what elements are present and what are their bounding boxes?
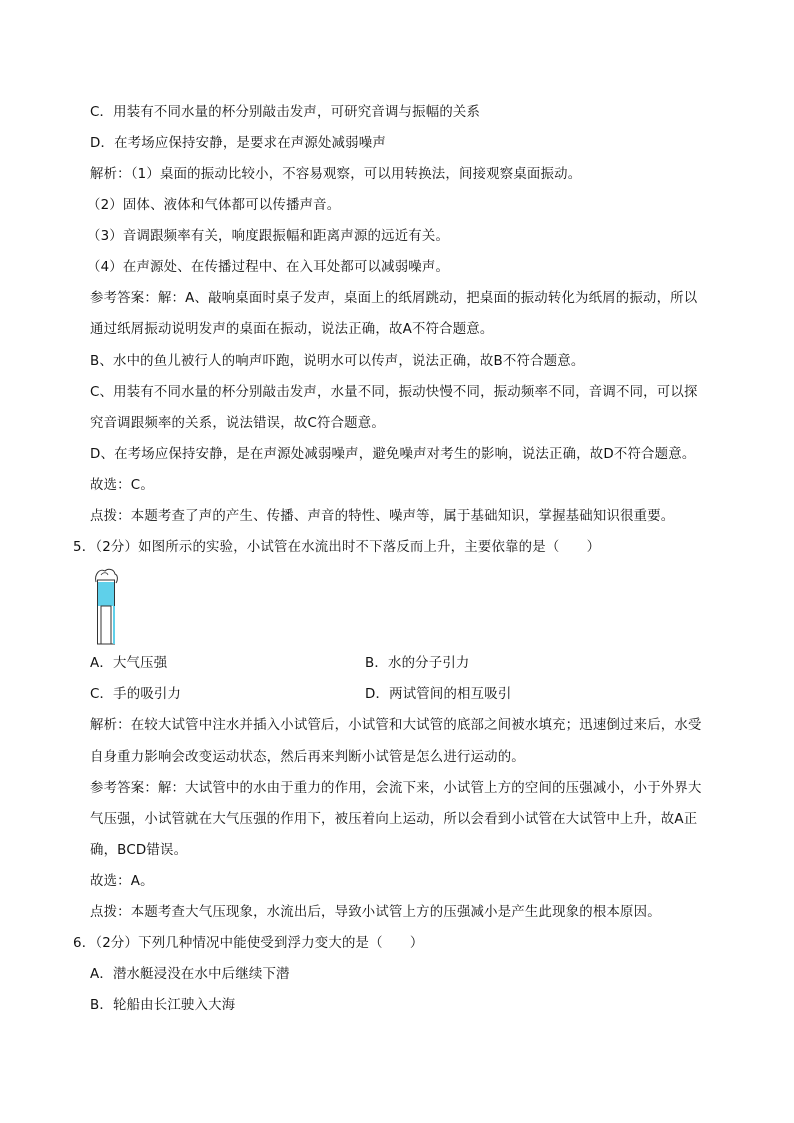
final-choice: 故选：A。 [90, 874, 154, 889]
question-6-stem: 6．（2分）下列几种情况中能使受到浮力变大的是（ ） [73, 936, 424, 951]
water-fill [98, 582, 114, 606]
answer-text: B、水中的鱼儿被行人的响声吓跑，说明水可以传声，说法正确，故B不符合题意。 [90, 354, 585, 369]
question-5-stem: 5．（2分）如图所示的实验，小试管在水流出时不下落反而上升，主要依靠的是（ ） [73, 540, 601, 555]
option-c: C．用装有不同水量的杯分别敲击发声，可研究音调与振幅的关系 [90, 105, 481, 120]
answer-text: 究音调跟频率的关系，说法错误，故C符合题意。 [90, 416, 385, 431]
answer-text: 确，BCD错误。 [90, 843, 188, 858]
answer-text: 参考答案：解：A、敲响桌面时桌子发声，桌面上的纸屑跳动，把桌面的振动转化为纸屑的振动，所以 [90, 291, 698, 306]
question-5-option-c: C．手的吸引力 [90, 687, 182, 702]
analysis-text: 解析：在较大试管中注水并插入小试管后，小试管和大试管的底部之间被水填充；迅速倒过来后，水受 [90, 718, 702, 733]
answer-text: D、在考场应保持安静，是在声源处减弱噪声，避免噪声对考生的影响，说法正确，故D不符合题意。 [90, 447, 696, 462]
option-d: D．在考场应保持安静，是要求在声源处减弱噪声 [90, 136, 386, 151]
question-5-option-a: A．大气压强 [90, 656, 168, 671]
answer-text: 气压强，小试管就在大气压强的作用下，被压着向上运动，所以会看到小试管在大试管中上升，故A正 [90, 812, 698, 827]
question-5-option-d: D．两试管间的相互吸引 [365, 687, 512, 702]
answer-text: 参考答案：解：大试管中的水由于重力的作用，会流下来，小试管上方的空间的压强减小，小于外界大 [90, 781, 702, 796]
analysis-point: （4）在声源处、在传播过程中、在入耳处都可以减弱噪声。 [87, 260, 450, 275]
question-5-option-b: B．水的分子引力 [365, 656, 470, 671]
analysis-point: （3）音调跟频率有关，响度跟振幅和距离声源的远近有关。 [87, 229, 450, 244]
answer-text: 通过纸屑振动说明发声的桌面在振动，说法正确，故A不符合题意。 [90, 322, 494, 337]
analysis-text: 自身重力影响会改变运动状态，然后再来判断小试管是怎么进行运动的。 [90, 750, 525, 765]
test-tube-figure [86, 566, 126, 646]
question-6-option-b: B．轮船由长江驶入大海 [90, 998, 236, 1013]
comment-text: 点拨：本题考查大气压现象，水流出后，导致小试管上方的压强减小是产生此现象的根本原因。 [90, 905, 661, 920]
question-6-option-a: A．潜水艇浸没在水中后继续下潜 [90, 967, 290, 982]
answer-text: C、用装有不同水量的杯分别敲击发声，水量不同，振动快慢不同，振动频率不同，音调不同，可以探 [90, 385, 698, 400]
final-choice: 故选：C。 [90, 478, 154, 493]
comment-text: 点拨：本题考查了声的产生、传播、声音的特性、噪声等，属于基础知识，掌握基础知识很重要。 [90, 509, 675, 524]
analysis-text: 解析：（1）桌面的振动比较小，不容易观察，可以用转换法，间接观察桌面振动。 [90, 167, 582, 182]
analysis-point: （2）固体、液体和气体都可以传播声音。 [87, 198, 341, 213]
